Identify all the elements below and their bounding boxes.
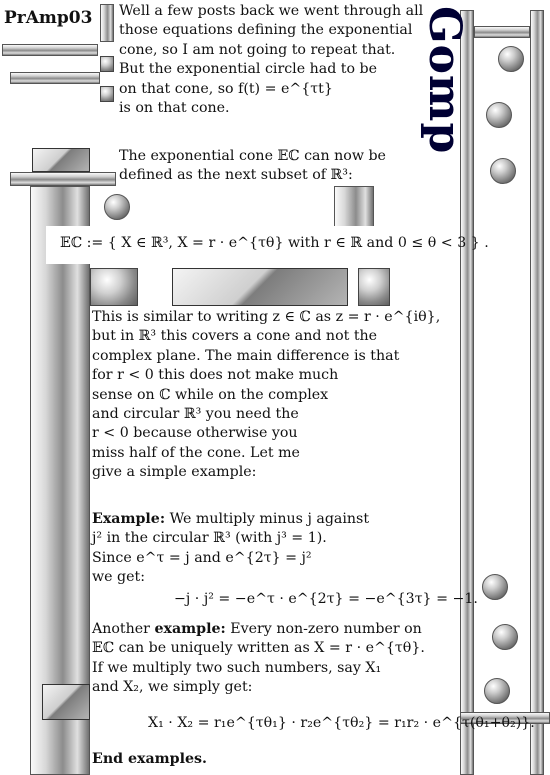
left-top-bar-2	[10, 72, 100, 84]
example-2-line-4: and X₂, we simply get:	[92, 679, 253, 696]
left-top-bar-1	[2, 44, 98, 56]
example-1-line-3: Since e^τ = j and e^{2τ} = j²	[92, 549, 312, 566]
example-2-prefix: Another	[92, 621, 150, 637]
example-1-line-1: We multiply minus j against	[169, 511, 370, 527]
intro-line-6: is on that cone.	[119, 100, 230, 117]
mid-square-1	[90, 268, 138, 306]
cone-line-1: The exponential cone 𝔼ℂ can now be	[119, 148, 386, 164]
mid-long-block	[172, 268, 348, 306]
cone-formula-text: 𝔼ℂ := { X ∈ ℝ³, X = r · e^{τθ} with r ∈ ℝ and 0 ≤ θ < 3 } .	[60, 235, 489, 251]
similar-line-2: but in ℝ³ this covers a cone and not the	[92, 328, 378, 345]
example-2-line-3: If we multiply two such numbers, say X₁	[92, 659, 382, 676]
sphere-left	[104, 194, 130, 220]
right-rail-top	[474, 26, 530, 38]
page-title: PrAmp03	[4, 8, 93, 28]
similar-line-7: r < 0 because otherwise you	[92, 425, 298, 442]
similar-line-1: This is similar to writing z ∈ ℂ as z = r · e^{iθ},	[92, 309, 441, 325]
example-1-label: Example:	[92, 511, 166, 527]
example-2-equation: X₁ · X₂ = r₁e^{τθ₁} · r₂e^{τθ₂} = r₁r₂ · e^{τ(θ₁+θ₂)}.	[148, 715, 535, 731]
top-left-square-2	[100, 86, 114, 102]
mid-square-2	[358, 268, 390, 306]
similar-line-6: and circular ℝ³ you need the	[92, 406, 299, 423]
intro-paragraph	[119, 2, 423, 118]
top-left-post	[100, 4, 114, 42]
top-left-square-1	[100, 56, 114, 72]
example-2	[92, 620, 425, 698]
mid-post	[334, 186, 374, 230]
closing-text: End examples.	[92, 751, 207, 767]
intro-line-2: those equations defining the exponential	[119, 22, 413, 39]
sphere-right-1	[498, 46, 524, 72]
sphere-right-5	[492, 624, 518, 650]
similar-line-3: complex plane. The main difference is that	[92, 347, 400, 364]
right-rail-inner	[530, 10, 544, 775]
similar-line-9: give a simple example:	[92, 464, 257, 481]
example-1-line-4: we get:	[92, 569, 146, 586]
example-1	[92, 510, 369, 588]
left-column-base	[42, 684, 90, 720]
sphere-right-2	[486, 102, 512, 128]
example-1-equation: −j · j² = −e^τ · e^{2τ} = −e^{3τ} = −1.	[174, 591, 478, 607]
closing-line	[92, 750, 207, 769]
intro-line-1: Well a few posts back we went through all	[119, 3, 424, 19]
intro-line-3: cone, so I am not going to repeat that.	[119, 41, 396, 58]
similar-line-4: for r < 0 this does not make much	[92, 367, 339, 384]
left-column-cap	[32, 148, 90, 172]
example-1-line-2: j² in the circular ℝ³ (with j³ = 1).	[92, 530, 327, 547]
example-2-label: example:	[154, 621, 226, 637]
side-logo: Gomp	[419, 6, 470, 155]
cone-line-2: defined as the next subset of ℝ³:	[119, 167, 353, 184]
similar-line-5: sense on ℂ while on the complex	[92, 386, 329, 403]
intro-line-5: on that cone, so f(t) = e^{τt}	[119, 80, 333, 97]
sphere-right-6	[484, 678, 510, 704]
similar-paragraph	[92, 308, 440, 483]
cone-formula	[46, 226, 489, 264]
intro-line-4: But the exponential circle had to be	[119, 61, 378, 78]
example-2-line-2: 𝔼ℂ can be uniquely written as X = r · e^{τθ}.	[92, 640, 425, 657]
example-2-line-1: Every non-zero number on	[230, 621, 422, 637]
sphere-right-3	[490, 158, 516, 184]
left-crossbar	[10, 172, 116, 186]
cone-definition-paragraph	[119, 147, 386, 186]
similar-line-8: miss half of the cone. Let me	[92, 444, 300, 461]
sphere-right-4	[482, 574, 508, 600]
